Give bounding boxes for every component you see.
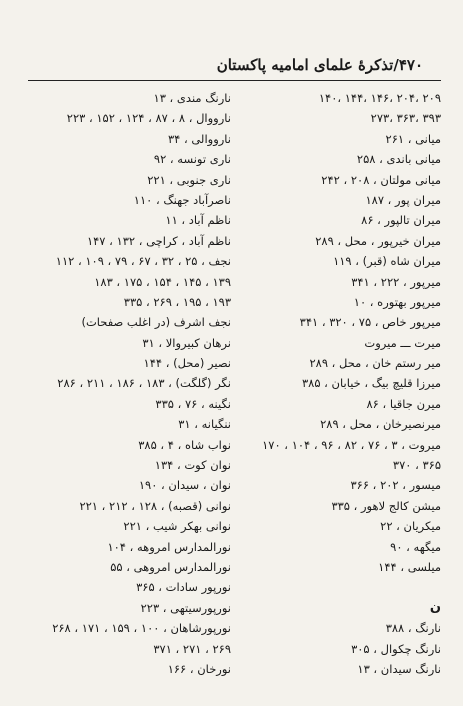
index-entry: میرپور خاص ، ۷۵ ، ۳۲۰ ، ۳۴۱ — [299, 315, 441, 330]
index-entry: میرپور ، ۲۲۲ ، ۳۴۱ — [351, 274, 441, 289]
index-entry: ۱۳۹ ، ۱۴۵ ، ۱۵۴ ، ۱۷۵ ، ۱۸۳ — [94, 274, 231, 289]
index-entry: میرنصیرخان ، محل ، ۲۸۹ — [320, 417, 441, 432]
index-entry: نورپورسیتهی ، ۲۲۳ — [140, 600, 231, 615]
index-entry: ناری تونسه ، ۹۲ — [153, 152, 231, 167]
index-entry: نارنگ سیدان ، ۱۳ — [357, 661, 441, 676]
index-entry: نورالمدارس امروهی ، ۵۵ — [110, 559, 231, 574]
index-entry: ناصرآباد جهنگ ، ۱۱۰ — [133, 192, 231, 207]
index-entry: ننگیانه ، ۳۱ — [178, 417, 231, 432]
index-entry: ۲۰۹ ،۲۰۴ ،۱۴۶ ،۱۴۴ ،۱۴۰ — [318, 91, 441, 105]
index-entry: نوان کوت ، ۱۳۴ — [154, 458, 231, 473]
index-entry: نرهان کبیروالا ، ۳۱ — [142, 335, 231, 350]
section-letter: ن — [429, 599, 441, 615]
index-entry: میرزا قلیچ بیگ ، خیابان ، ۳۸۵ — [301, 376, 441, 391]
index-entry: میسور ، ۲۰۲ ، ۳۶۶ — [350, 478, 441, 493]
index-entry: ۳۹۳ ،۳۶۳ ،۲۷۳ — [370, 111, 441, 126]
index-entry: نصیر (محل) ، ۱۴۴ — [143, 356, 231, 371]
index-entry: میران پور ، ۱۸۷ — [365, 192, 441, 207]
index-entry: نگینه ، ۷۶ ، ۳۳۵ — [155, 396, 231, 411]
index-entry: میانی مولتان ، ۲۰۸ ، ۲۴۲ — [321, 172, 441, 187]
index-entry: نارنگ چکوال ، ۳۰۵ — [351, 641, 441, 656]
index-entry: نوانی بهکر شیب ، ۲۲۱ — [123, 519, 231, 534]
index-entry: نوان ، سیدان ، ۱۹۰ — [138, 478, 231, 493]
index-entry: میکریان ، ۲۲ — [380, 519, 441, 534]
index-entry: نارنگ ، ۳۸۸ — [385, 621, 441, 636]
index-column-left — [16, 88, 231, 679]
index-entry: میانی ، ۲۶۱ — [385, 131, 441, 146]
index-column-right — [221, 88, 441, 679]
page-header — [0, 56, 463, 78]
index-entry: میلسی ، ۱۴۴ — [378, 559, 441, 574]
index-entry: میانی باندی ، ۲۵۸ — [356, 152, 441, 167]
index-entry: میر رستم خان ، محل ، ۲۸۹ — [309, 356, 441, 371]
index-entry: میرن جاقیا ، ۸۶ — [366, 396, 441, 411]
index-entry: میروت ، ۳ ، ۷۶ ، ۸۲ ، ۹۶ ، ۱۰۴ ، ۱۷۰ — [262, 437, 441, 452]
header-rule — [28, 80, 441, 81]
index-entry: نارنگ مندی ، ۱۳ — [153, 91, 231, 105]
index-entry: ۳۶۵ ، ۳۷۰ — [392, 458, 441, 473]
index-entry: ۲۶۹ ، ۲۷۱ ، ۳۷۱ — [153, 641, 231, 656]
index-entry: نوانی (قصبه) ، ۱۲۸ ، ۲۱۲ ، ۲۲۱ — [79, 498, 231, 513]
index-entry: نورپور سادات ، ۳۶۵ — [136, 580, 231, 595]
index-entry: نارووالی ، ۳۴ — [167, 131, 231, 146]
index-entry: نگر (گلگت) ، ۱۸۳ ، ۱۸۶ ، ۲۱۱ ، ۲۸۶ — [57, 376, 231, 391]
index-entry: میران خیرپور ، محل ، ۲۸۹ — [315, 233, 441, 248]
index-entry: نواب شاه ، ۴ ، ۳۸۵ — [138, 437, 231, 452]
index-entry: نجف ، ۲۵ ، ۳۲ ، ۶۷ ، ۷۹ ، ۱۰۹ ، ۱۱۲ — [55, 254, 231, 269]
index-entry — [221, 577, 441, 597]
index-entry: نارووال ، ۸ ، ۸۷ ، ۱۲۴ ، ۱۵۲ ، ۲۲۳ — [66, 111, 231, 126]
index-entry: ناری جنوبی ، ۲۲۱ — [147, 172, 231, 187]
index-entry: ناظم آباد ، ۱۱ — [165, 213, 231, 228]
index-entry: ناظم آباد ، کراچی ، ۱۳۲ ، ۱۴۷ — [86, 233, 231, 248]
index-entry: میشن کالج لاهور ، ۳۳۵ — [331, 498, 441, 513]
page-title: ۴۷۰/تذکرهٔ علمای امامیه پاکستان — [216, 56, 423, 74]
index-entry: میگهه ، ۹۰ — [390, 539, 441, 554]
index-entry: نورپورشاهان ، ۱۰۰ ، ۱۵۹ ، ۱۷۱ ، ۲۶۸ — [52, 621, 231, 636]
index-entry: میرپور بهتوره ، ۱۰ — [353, 294, 441, 309]
index-entry: نجف اشرف (در اغلب صفحات) — [81, 315, 231, 330]
index-entry: میران شاه (قبر) ، ۱۱۹ — [333, 254, 441, 269]
index-entry: نورالمدارس امروهه ، ۱۰۴ — [107, 539, 231, 554]
index-entry: نورخان ، ۱۶۶ — [167, 661, 231, 676]
index-entry: ۱۹۳ ، ۱۹۵ ، ۲۶۹ ، ۳۳۵ — [123, 294, 231, 309]
index-entry: میران تالپور ، ۸۶ — [361, 213, 441, 228]
index-entry: میرت ـــ میروت — [364, 335, 441, 350]
